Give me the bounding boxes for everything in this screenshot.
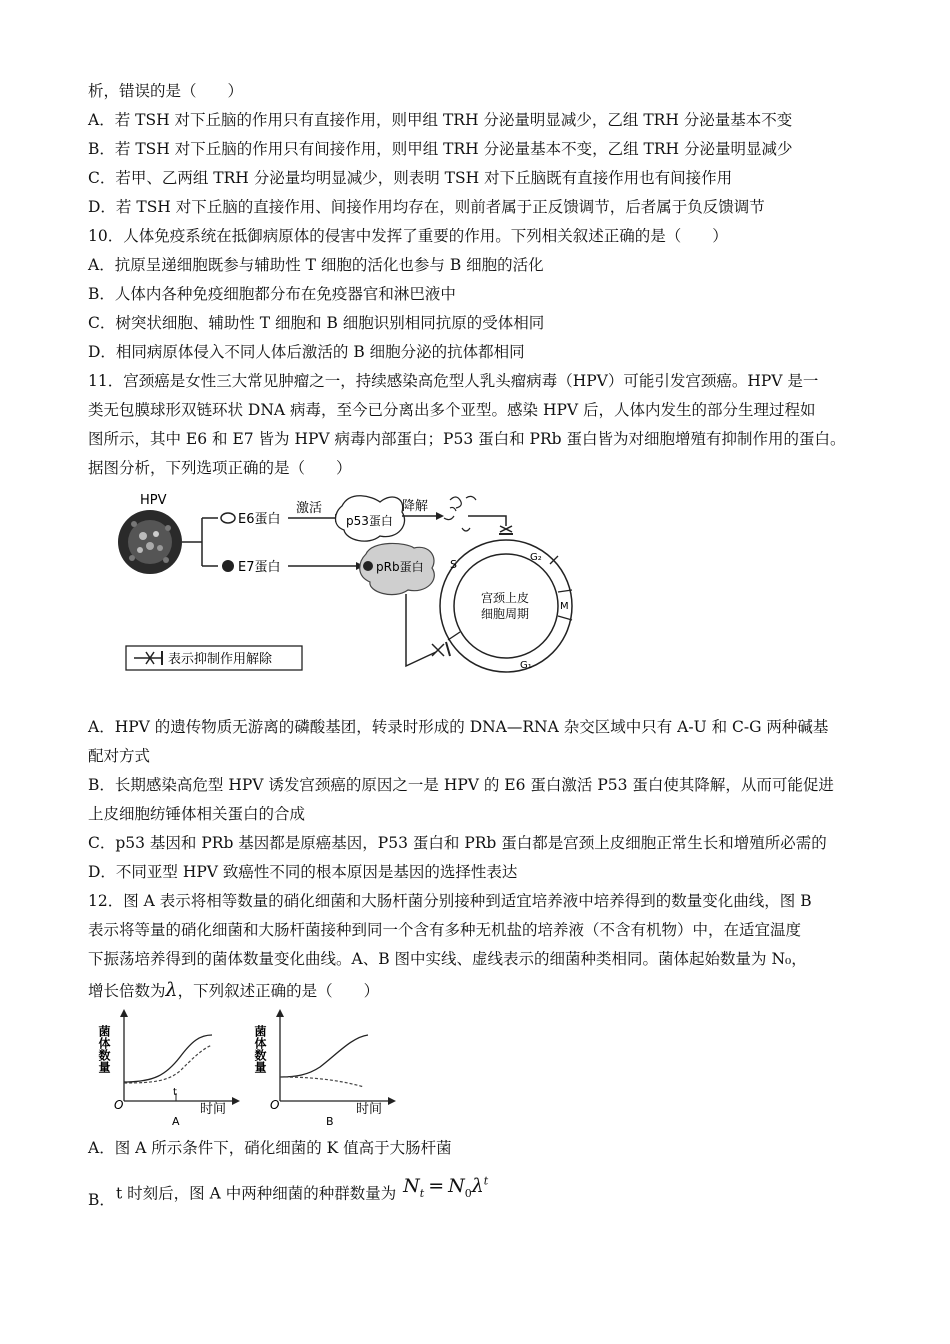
graph-b-origin: O (270, 1098, 280, 1112)
q11-option-b-line-1: B．长期感染高危型 HPV 诱发宫颈癌的原因之一是 HPV 的 E6 蛋白激活 P53 蛋白使其降解，从而可能促进 (88, 776, 834, 794)
graph-a-dashed-curve (124, 1045, 212, 1083)
q12-stem-line-4-a: 增长倍数为 (88, 982, 166, 1000)
graph-a-ylabel: 菌体数量 (97, 1025, 111, 1073)
hpv-virus-icon (118, 510, 182, 574)
formula-n0: N (448, 1175, 465, 1198)
q11-option-b-line-2: 上皮细胞纺锤体相关蛋白的合成 (88, 805, 306, 823)
e6-label: E6蛋白 (238, 512, 281, 527)
formula-t-sup: t (483, 1175, 489, 1188)
graph-a-origin: O (114, 1098, 124, 1112)
q12-option-b-body: t 时刻后，图 A 中两种细菌的种群数量为 (116, 1184, 397, 1203)
phase-m-label: M (560, 601, 569, 612)
q12-stem-line-4 (88, 980, 379, 1001)
e7-label: E7蛋白 (238, 560, 281, 575)
q11-option-a-line-2: 配对方式 (88, 747, 151, 765)
p53-fragments-icon (444, 496, 476, 531)
q12-stem-line-4-b: ，下列叙述正确的是（ ） (177, 982, 380, 1000)
graph-b-xlabel: 时间 (356, 1102, 383, 1117)
q9-option-a: A．若 TSH 对下丘脑的作用只有直接作用，则甲组 TRH 分泌量明显减少，乙组 TRH 分泌量基本不变 (88, 111, 793, 129)
q11-option-c: C．p53 基因和 PRb 基因都是原癌基因，P53 蛋白和 PRb 蛋白都是宫颈上皮细胞正常生长和增殖所必需的 (88, 834, 827, 852)
graph-b (253, 1005, 406, 1130)
graph-b-solid-curve (280, 1035, 368, 1077)
legend-label: 表示抑制作用解除 (168, 652, 273, 667)
graph-a-t-label: t (173, 1087, 177, 1098)
formula-zero-sub: 0 (464, 1187, 472, 1201)
cycle-label-line-2: 细胞周期 (481, 607, 530, 621)
graph-b-dashed-curve (280, 1077, 364, 1087)
e7-protein-icon (222, 560, 234, 572)
q11-stem-line-2: 类无包膜球形双链环状 DNA 病毒，至今已分离出多个亚型。感染 HPV 后，人体内发生的部分生理过程如 (88, 401, 816, 419)
q11-stem-line-3: 图所示，其中 E6 和 E7 皆为 HPV 病毒内部蛋白；P53 蛋白和 PRb 蛋白皆为对细胞增殖有抑制作用的蛋白。 (88, 430, 846, 448)
formula-t-sub: t (419, 1187, 425, 1201)
e6-protein-icon (221, 513, 235, 523)
graph-a-xlabel: 时间 (200, 1102, 227, 1117)
phase-g1-label: G₁ (520, 660, 532, 671)
population-formula (403, 1175, 489, 1201)
hpv-pathway-figure (110, 488, 580, 680)
q10-option-d: D．相同病原体侵入不同人体后激活的 B 细胞分泌的抗体都相同 (88, 343, 525, 361)
q12-option-b-text (116, 1175, 489, 1210)
degrade-label: 降解 (402, 499, 429, 514)
activate-label: 激活 (296, 501, 323, 516)
q11-option-a-line-1: A．HPV 的遗传物质无游离的磷酸基团，转录时形成的 DNA—RNA 杂交区域中只有 A-U 和 C-G 两种碱基 (88, 718, 829, 736)
q9-option-d: D．若 TSH 对下丘脑的直接作用、间接作用均存在，则前者属于正反馈调节，后者属于负反馈调节 (88, 198, 765, 216)
q12-stem-line-2: 表示将等量的硝化细菌和大肠杆菌接种到同一个含有多种无机盐的培养液（不含有机物）中，在适宜温度 (88, 921, 802, 939)
q10-option-b: B．人体内各种免疫细胞都分布在免疫器官和淋巴液中 (88, 285, 456, 303)
formula-n: N (403, 1175, 420, 1198)
cycle-label-line-1: 宫颈上皮 (481, 591, 530, 605)
q11-stem-line-1: 11．宫颈癌是女性三大常见肿瘤之一，持续感染高危型人乳头瘤病毒（HPV）可能引发宫颈癌。HPV 是一 (88, 372, 819, 390)
q10-option-c: C．树突状细胞、辅助性 T 细胞和 B 细胞识别相同抗原的受体相同 (88, 314, 545, 332)
phase-s-label: S (450, 558, 457, 571)
prb-label: pRb蛋白 (376, 560, 424, 574)
hpv-label: HPV (140, 493, 167, 508)
q9-option-b: B．若 TSH 对下丘脑的作用只有间接作用，则甲组 TRH 分泌量基本不变，乙组 TRH 分泌量明显减少 (88, 140, 793, 158)
q10-option-a: A．抗原呈递细胞既参与辅助性 T 细胞的活化也参与 B 细胞的活化 (88, 256, 544, 274)
formula-lambda: λ (471, 1175, 484, 1198)
q11-stem-line-4: 据图分析，下列选项正确的是（ ） (88, 459, 352, 477)
q12-stem-line-1: 12．图 A 表示将相等数量的硝化细菌和大肠杆菌分别接种到适宜培养液中培养得到的数量变化曲线，图 B (88, 892, 812, 910)
lambda-symbol: λ (165, 979, 178, 1001)
q12-option-b-label: B． (88, 1191, 115, 1209)
q10-stem: 10．人体免疫系统在抵御病原体的侵害中发挥了重要的作用。下列相关叙述正确的是（ ） (88, 227, 728, 245)
graph-a-caption: A (172, 1115, 180, 1128)
q9-stem-tail: 析，错误的是（ ） (88, 82, 244, 100)
graph-a-solid-curve (124, 1035, 212, 1082)
q12-stem-line-3: 下振荡培养得到的菌体数量变化曲线。A、B 图中实线、虚线表示的细菌种类相同。菌体起始数量为 N₀， (88, 950, 807, 968)
q9-option-c: C．若甲、乙两组 TRH 分泌量均明显减少，则表明 TSH 对下丘脑既有直接作用也有间接作用 (88, 169, 733, 187)
graph-a (97, 1005, 250, 1130)
q11-option-d: D．不同亚型 HPV 致癌性不同的根本原因是基因的选择性表达 (88, 863, 518, 881)
graph-b-ylabel: 菌体数量 (253, 1025, 267, 1073)
q12-option-a: A．图 A 所示条件下，硝化细菌的 K 值高于大肠杆菌 (88, 1139, 452, 1157)
formula-eq: = (428, 1175, 445, 1198)
p53-label: p53蛋白 (346, 514, 393, 528)
phase-g2-label: G₂ (530, 552, 542, 563)
graph-b-caption: B (326, 1115, 334, 1128)
cell-cycle-diagram (440, 540, 572, 672)
